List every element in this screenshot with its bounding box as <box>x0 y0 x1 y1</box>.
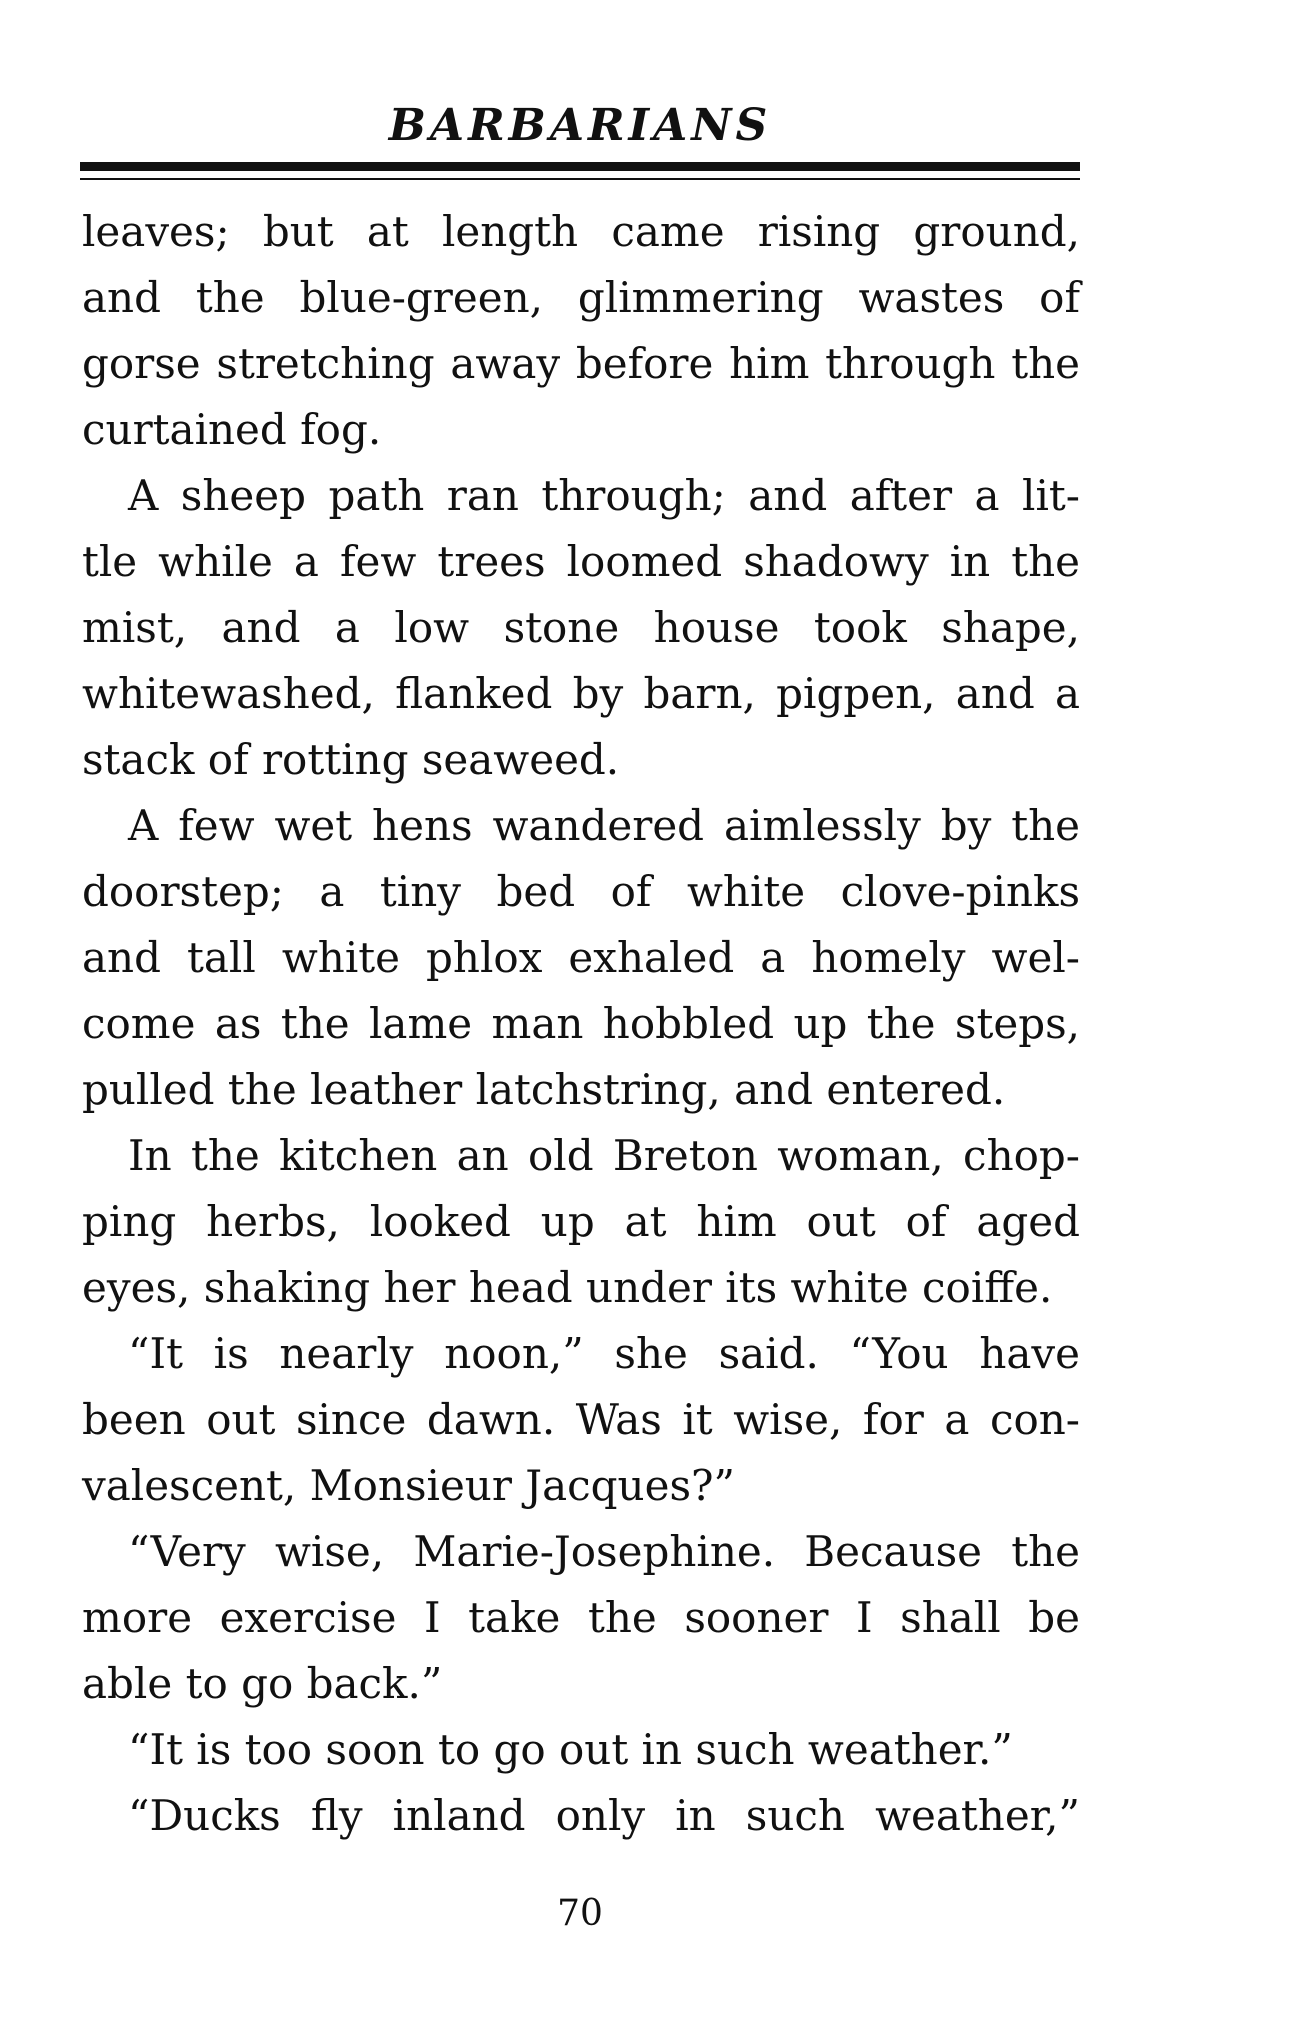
text-line: gorse stretching away before him through the <box>82 339 1080 388</box>
text-line: more exercise I take the sooner I shall be <box>82 1593 1080 1642</box>
text-line: stack of rotting seaweed. <box>82 735 620 784</box>
text-line: leaves; but at length came rising ground, <box>82 207 1080 256</box>
header-rule-thick <box>80 162 1080 171</box>
header-rule-thin <box>80 178 1080 180</box>
text-line: mist, and a low stone house took shape, <box>82 603 1080 652</box>
paragraph <box>82 1123 1080 1321</box>
page-number: 70 <box>557 1893 603 1934</box>
paragraph <box>82 1519 1080 1717</box>
text-line: come as the lame man hobbled up the steps, <box>82 999 1080 1048</box>
text-line: and tall white phlox exhaled a homely wel- <box>82 933 1080 982</box>
text-line: been out since dawn. Was it wise, for a con- <box>82 1395 1080 1444</box>
text-line: eyes, shaking her head under its white coiffe. <box>82 1263 1053 1312</box>
paragraph <box>82 1783 1080 1849</box>
text-line: pulled the leather latchstring, and entered. <box>82 1065 1006 1114</box>
paragraph <box>82 1717 1080 1783</box>
text-line: “It is nearly noon,” she said. “You have <box>128 1329 1080 1378</box>
body-text <box>82 199 1080 1849</box>
text-line: valescent, Monsieur Jacques?” <box>82 1461 736 1510</box>
text-line: “Very wise, Marie-Josephine. Because the <box>128 1527 1080 1576</box>
paragraph <box>82 199 1080 463</box>
paragraph <box>82 793 1080 1123</box>
text-line: ping herbs, looked up at him out of aged <box>82 1197 1080 1246</box>
paragraph <box>82 1321 1080 1519</box>
paragraph <box>82 463 1080 793</box>
text-line: “Ducks fly inland only in such weather,” <box>128 1791 1080 1840</box>
running-head: BARBARIANS <box>388 100 772 151</box>
text-line: A few wet hens wandered aimlessly by the <box>128 801 1080 850</box>
text-line: tle while a few trees loomed shadowy in the <box>82 537 1080 586</box>
text-line: “It is too soon to go out in such weather.” <box>128 1725 1013 1774</box>
text-line: and the blue-green, glimmering wastes of <box>82 273 1080 322</box>
text-line: curtained fog. <box>82 405 382 454</box>
text-line: In the kitchen an old Breton woman, chop- <box>128 1131 1080 1180</box>
text-line: doorstep; a tiny bed of white clove-pinks <box>82 867 1080 916</box>
text-line: A sheep path ran through; and after a lit- <box>128 471 1080 520</box>
text-line: able to go back.” <box>82 1659 443 1708</box>
text-line: whitewashed, flanked by barn, pigpen, and a <box>82 669 1080 718</box>
